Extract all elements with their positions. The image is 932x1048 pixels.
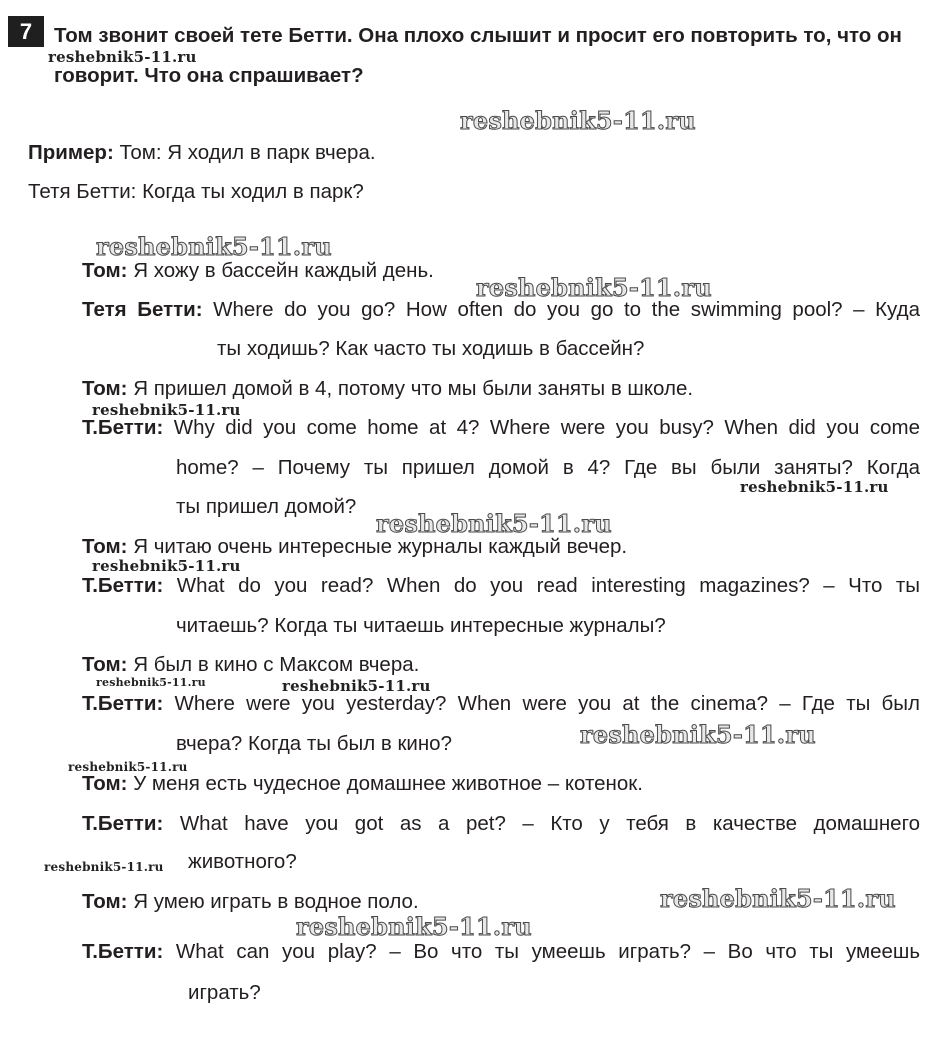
dialogue-line <box>82 772 643 796</box>
dialogue-line <box>82 377 693 401</box>
dialogue-line <box>82 535 627 559</box>
dialogue-line <box>82 416 920 440</box>
watermark: reshebnik5-11.ru <box>296 912 532 941</box>
speaker: Т.Бетти: <box>82 416 164 439</box>
speaker: Том: <box>82 890 128 913</box>
watermark: reshebnik5-11.ru <box>92 557 241 575</box>
dialogue-continuation: играть? <box>188 981 261 1004</box>
reply-text: Я хожу в бассейн каждый день. <box>133 259 434 282</box>
watermark: reshebnik5-11.ru <box>476 273 712 302</box>
speaker: Том: <box>82 772 128 795</box>
dialogue-line <box>82 259 434 283</box>
question-text: Where do you go? How often do you go to the swimming pool? – Куда <box>213 298 920 321</box>
question-text: What do you read? When do you read interesting magazines? – Что ты <box>176 574 920 597</box>
watermark: reshebnik5-11.ru <box>460 106 696 135</box>
reply-text: У меня есть чудесное домашнее животное – котенок. <box>133 772 643 795</box>
dialogue-line <box>82 940 920 964</box>
speaker: Том: <box>82 259 128 282</box>
question-text: What have you got as a pet? – Кто у тебя в качестве домашнего <box>179 812 920 835</box>
speaker: Том: <box>82 535 128 558</box>
dialogue-line <box>82 574 920 598</box>
example-line-2: Тетя Бетти: Когда ты ходил в парк? <box>28 180 364 203</box>
dialogue-line <box>82 692 920 716</box>
reply-text: Я пришел домой в 4, потому что мы были заняты в школе. <box>133 377 694 400</box>
dialogue-continuation: home? – Почему ты пришел домой в 4? Где вы были заняты? Когда <box>176 456 920 479</box>
speaker: Т.Бетти: <box>82 574 164 597</box>
speaker: Т.Бетти: <box>82 692 164 715</box>
watermark: reshebnik5-11.ru <box>376 509 612 538</box>
speaker: Тетя Бетти: <box>82 298 203 321</box>
watermark: reshebnik5-11.ru <box>96 676 206 689</box>
reply-text: Я читаю очень интересные журналы каждый вечер. <box>133 535 628 558</box>
dialogue-continuation: читаешь? Когда ты читаешь интересные журналы? <box>176 614 666 637</box>
example-label: Пример: <box>28 141 114 164</box>
speaker: Том: <box>82 653 128 676</box>
dialogue-continuation: вчера? Когда ты был в кино? <box>176 732 452 755</box>
watermark: reshebnik5-11.ru <box>740 478 889 496</box>
watermark: reshebnik5-11.ru <box>68 760 188 774</box>
watermark: reshebnik5-11.ru <box>660 884 896 913</box>
reply-text: Я умею играть в водное поло. <box>133 890 419 913</box>
dialogue-line <box>82 653 419 677</box>
speaker: Т.Бетти: <box>82 812 164 835</box>
dialogue-continuation: ты ходишь? Как часто ты ходишь в бассейн? <box>217 337 645 360</box>
watermark: reshebnik5-11.ru <box>44 860 164 874</box>
watermark: reshebnik5-11.ru <box>580 720 816 749</box>
task-number-badge: 7 <box>8 16 44 47</box>
speaker: Том: <box>82 377 128 400</box>
watermark: reshebnik5-11.ru <box>282 677 431 695</box>
question-text: What can you play? – Во что ты умеешь играть? – Во что ты умеешь <box>175 940 920 963</box>
speaker: Т.Бетти: <box>82 940 164 963</box>
watermark: reshebnik5-11.ru <box>48 48 197 66</box>
dialogue-continuation: животного? <box>188 850 297 873</box>
reply-text: Я был в кино с Максом вчера. <box>133 653 420 676</box>
watermark: reshebnik5-11.ru <box>96 232 332 261</box>
example-line-1 <box>28 141 376 165</box>
dialogue-continuation: ты пришел домой? <box>176 495 357 518</box>
dialogue-line <box>82 890 419 914</box>
dialogue-line <box>82 812 920 836</box>
task-instruction: Том звонит своей тете Бетти. Она плохо слышит и просит его повторить то, что он говорит. Что она спрашивает? <box>54 24 902 87</box>
question-text: Why did you come home at 4? Where were you busy? When did you come <box>173 416 920 439</box>
example-text-1: Том: Я ходил в парк вчера. <box>119 141 376 164</box>
question-text: Where were you yesterday? When were you at the cinema? – Где ты был <box>174 692 920 715</box>
watermark: reshebnik5-11.ru <box>92 401 241 419</box>
